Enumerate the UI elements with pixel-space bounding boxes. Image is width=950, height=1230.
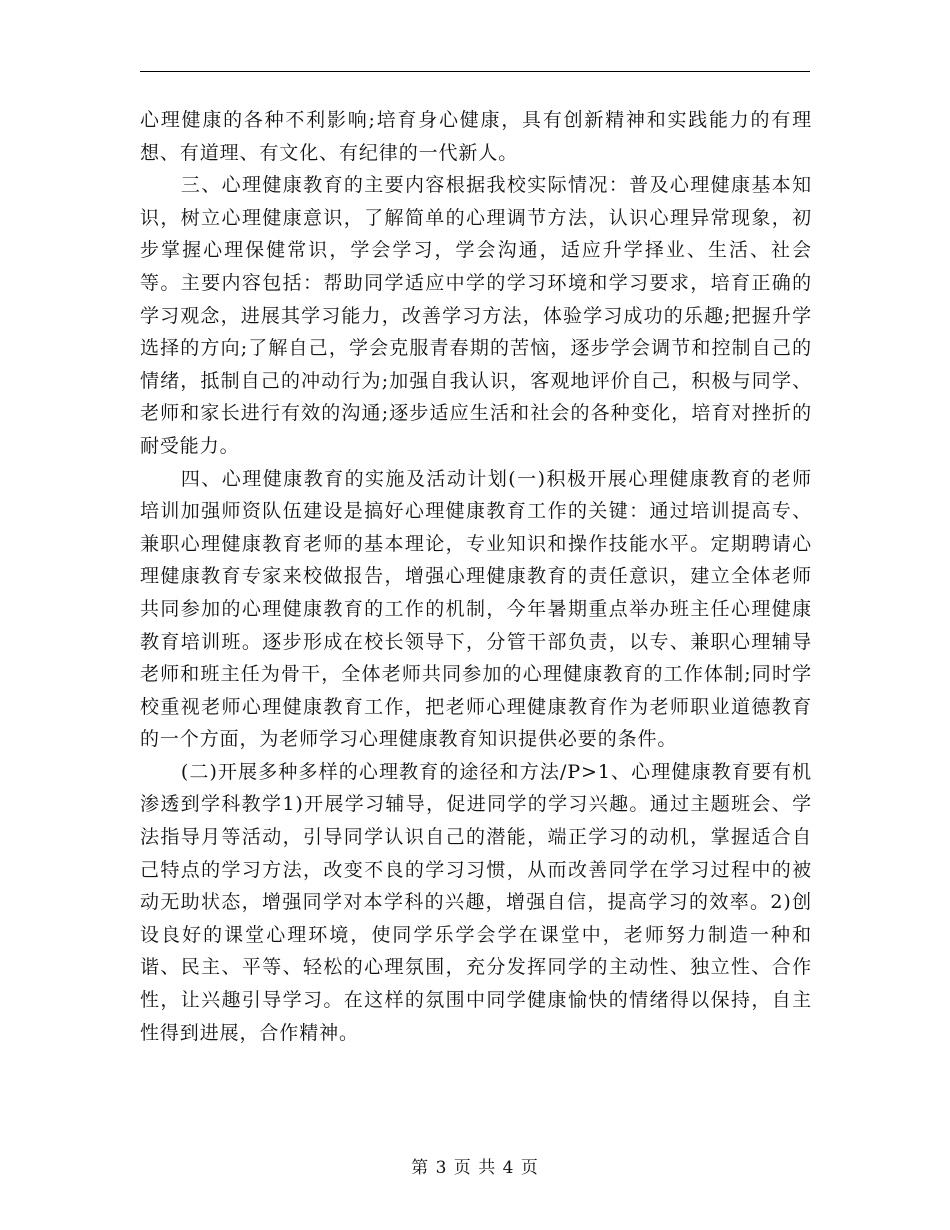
body-text <box>140 104 812 1049</box>
paragraph-3: 四、心理健康教育的实施及活动计划(一)积极开展心理健康教育的老师培训加强师资队伍建设是搞好心理健康教育工作的关键：通过培训提高专、兼职心理健康教育老师的基本理论，专业知识和操作技能水平。定期聘请心理健康教育专家来校做报告，增强心理健康教育的责任意识，建立全体老师共同参加的心理健康教育的工作的机制，今年暑期重点举办班主任心理健康教育培训班。逐步形成在校长领导下，分管干部负责，以专、兼职心理辅导老师和班主任为骨干，全体老师共同参加的心理健康教育的工作体制;同时学校重视老师心理健康教育工作，把老师心理健康教育作为老师职业道德教育的一个方面，为老师学习心理健康教育知识提供必要的条件。 <box>140 467 812 751</box>
paragraph-2: 三、心理健康教育的主要内容根据我校实际情况：普及心理健康基本知识，树立心理健康意识，了解简单的心理调节方法，认识心理异常现象，初步掌握心理保健常识，学会学习，学会沟通，适应升学择业、生活、社会等。主要内容包括：帮助同学适应中学的学习环境和学习要求，培育正确的学习观念，进展其学习能力，改善学习方法，体验学习成功的乐趣;把握升学选择的方向;了解自己，学会克服青春期的苦恼，逐步学会调节和控制自己的情绪，抵制自己的冲动行为;加强自我认识，客观地评价自己，积极与同学、老师和家长进行有效的沟通;逐步适应生活和社会的各种变化，培育对挫折的耐受能力。 <box>140 174 812 457</box>
paragraph-1: 心理健康的各种不利影响;培育身心健康，具有创新精神和实践能力的有理想、有道理、有文化、有纪律的一代新人。 <box>140 109 812 164</box>
page-footer: 第 3 页 共 4 页 <box>411 1158 539 1178</box>
header-rule <box>140 71 810 72</box>
paragraph-4: (二)开展多种多样的心理教育的途径和方法/P>1、心理健康教育要有机渗透到学科教学1)开展学习辅导，促进同学的学习兴趣。通过主题班会、学法指导月等活动，引导同学认识自己的潜能，端正学习的动机，掌握适合自己特点的学习方法，改变不良的学习习惯，从而改善同学在学习过程中的被动无助状态，增强同学对本学科的兴趣，增强自信，提高学习的效率。2)创设良好的课堂心理环境，使同学乐学会学在课堂中，老师努力制造一种和谐、民主、平等、轻松的心理氛围，充分发挥同学的主动性、独立性、合作性，让兴趣引导学习。在这样的氛围中同学健康愉快的情绪得以保持，自主性得到进展，合作精神。 <box>140 760 812 1044</box>
